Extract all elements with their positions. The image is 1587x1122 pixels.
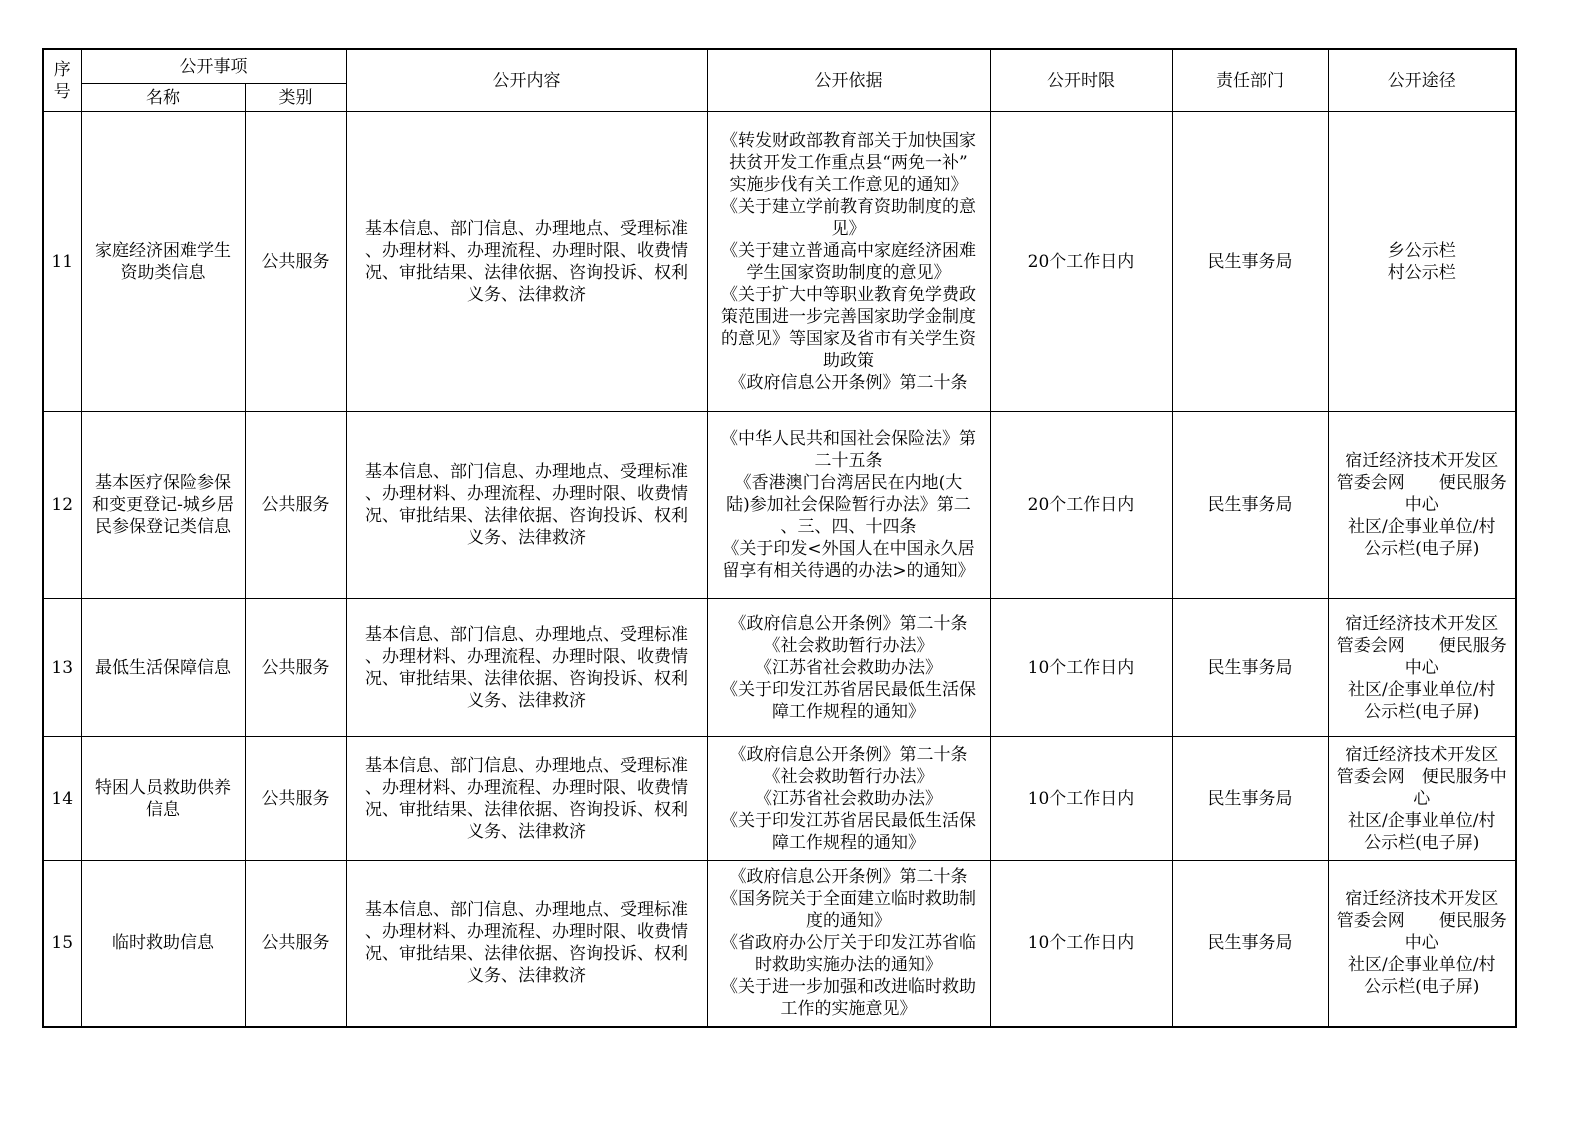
cell-line: 、办理材料、办理流程、办理时限、收费情: [365, 922, 688, 943]
cell-line: 公示栏(电子屏): [1364, 701, 1480, 722]
cell-line: 乡公示栏: [1387, 240, 1456, 261]
cell-line: 度的通知》: [806, 911, 891, 932]
cell-department: 民生事务局: [1172, 599, 1328, 737]
cell-line: 《转发财政部教育部关于加快国家: [721, 130, 976, 151]
cell-basis: [707, 861, 990, 1027]
table-row: [43, 737, 1516, 861]
cell-line: 《中华人民共和国社会保险法》第: [721, 429, 976, 449]
table-row: [43, 861, 1516, 1027]
cell-line: 二十五条: [814, 451, 883, 471]
cell-line: 策范围进一步完善国家助学金制度: [721, 306, 976, 327]
cell-line: 村公示栏: [1387, 262, 1456, 283]
cell-line: 《江苏省社会救助办法》: [755, 657, 942, 678]
table-row: [43, 412, 1516, 599]
cell-line: 管委会网 便民服务: [1336, 635, 1507, 656]
cell-content: [346, 861, 707, 1027]
cell-line: 公示栏(电子屏): [1364, 977, 1480, 998]
cell-department: 民生事务局: [1172, 737, 1328, 861]
header-channel: 公开途径: [1328, 49, 1516, 112]
cell-line: 况、审批结果、法律依据、咨询投诉、权利: [365, 944, 688, 965]
cell-time-limit: 20个工作日内: [990, 112, 1172, 412]
cell-line: 家庭经济困难学生: [95, 240, 231, 261]
cell-line: 义务、法律救济: [467, 528, 586, 548]
header-department: 责任部门: [1172, 49, 1328, 112]
cell-line: 基本信息、部门信息、办理地点、受理标准: [365, 624, 688, 645]
cell-line: 、办理材料、办理流程、办理时限、收费情: [365, 484, 688, 504]
cell-category: 公共服务: [245, 599, 346, 737]
header-time-limit: 公开时限: [990, 49, 1172, 112]
cell-category: 公共服务: [245, 737, 346, 861]
cell-line: 《政府信息公开条例》第二十条: [729, 372, 968, 393]
cell-seq: 15: [43, 861, 81, 1027]
cell-time-limit: 10个工作日内: [990, 861, 1172, 1027]
cell-line: 的意见》等国家及省市有关学生资: [721, 328, 976, 349]
cell-line: 扶贫开发工作重点县“两免一补”: [729, 152, 968, 173]
cell-line: 基本信息、部门信息、办理地点、受理标准: [365, 462, 688, 482]
header-basis: 公开依据: [707, 49, 990, 112]
cell-content: [346, 737, 707, 861]
cell-line: 《关于建立普通高中家庭经济困难: [721, 240, 976, 261]
cell-line: 社区/企事业单位/村: [1348, 517, 1496, 537]
cell-line: 《社会救助暂行办法》: [763, 766, 934, 787]
cell-seq: 13: [43, 599, 81, 737]
cell-time-limit: 20个工作日内: [990, 412, 1172, 599]
cell-line: 最低生活保障信息: [95, 657, 231, 678]
table-row: [43, 112, 1516, 412]
cell-content: [346, 112, 707, 412]
cell-line: 学生国家资助制度的意见》: [746, 262, 951, 283]
cell-basis: [707, 737, 990, 861]
cell-line: 《政府信息公开条例》第二十条: [729, 867, 968, 888]
cell-category: 公共服务: [245, 112, 346, 412]
cell-name: [81, 599, 245, 737]
cell-line: 宿迁经济技术开发区: [1345, 613, 1499, 634]
header-name: 名称: [81, 84, 245, 112]
cell-content: [346, 412, 707, 599]
cell-line: 中心: [1404, 657, 1439, 678]
cell-line: 《江苏省社会救助办法》: [755, 788, 942, 809]
cell-line: 信息: [146, 799, 180, 820]
cell-line: 陆)参加社会保险暂行办法》第二: [726, 495, 971, 515]
cell-line: 见》: [831, 218, 866, 239]
cell-channel: [1328, 599, 1516, 737]
header-seq: [43, 49, 81, 112]
cell-line: 《政府信息公开条例》第二十条: [729, 613, 968, 634]
cell-line: 实施步伐有关工作意见的通知》: [729, 174, 968, 195]
disclosure-table: [42, 48, 1517, 1028]
cell-line: 《关于印发<外国人在中国永久居: [722, 539, 975, 559]
cell-line: 宿迁经济技术开发区: [1345, 889, 1499, 910]
header-category: 类别: [245, 84, 346, 112]
cell-line: 资助类信息: [120, 262, 206, 283]
cell-content: [346, 599, 707, 737]
cell-department: 民生事务局: [1172, 112, 1328, 412]
cell-line: 障工作规程的通知》: [772, 701, 925, 722]
cell-line: 况、审批结果、法律依据、咨询投诉、权利: [365, 506, 688, 526]
table-body: [43, 112, 1516, 1027]
cell-line: 宿迁经济技术开发区: [1345, 451, 1499, 471]
cell-line: 况、审批结果、法律依据、咨询投诉、权利: [365, 262, 688, 283]
cell-line: 义务、法律救济: [467, 821, 586, 842]
cell-name: [81, 112, 245, 412]
cell-line: 管委会网 便民服务: [1336, 911, 1507, 932]
cell-line: 和变更登记-城乡居: [92, 495, 234, 515]
header-content: 公开内容: [346, 49, 707, 112]
cell-line: 社区/企事业单位/村: [1348, 679, 1496, 700]
header-seq-label: 序号: [53, 59, 71, 102]
cell-line: 临时救助信息: [112, 933, 214, 954]
cell-line: 况、审批结果、法律依据、咨询投诉、权利: [365, 668, 688, 689]
cell-basis: [707, 412, 990, 599]
cell-line: 宿迁经济技术开发区: [1345, 744, 1499, 765]
cell-line: 留享有相关待遇的办法>的通知》: [722, 561, 975, 581]
cell-line: 《政府信息公开条例》第二十条: [729, 744, 968, 765]
cell-seq: 11: [43, 112, 81, 412]
cell-line: 《社会救助暂行办法》: [763, 635, 934, 656]
cell-line: 《关于建立学前教育资助制度的意: [721, 196, 976, 217]
cell-line: 障工作规程的通知》: [772, 832, 925, 853]
cell-line: 《关于进一步加强和改进临时救助: [721, 977, 976, 998]
cell-line: 社区/企事业单位/村: [1348, 955, 1496, 976]
cell-line: 《省政府办公厅关于印发江苏省临: [721, 933, 976, 954]
table-row: [43, 599, 1516, 737]
cell-line: 时救助实施办法的通知》: [755, 955, 942, 976]
cell-line: 《关于印发江苏省居民最低生活保: [721, 810, 976, 831]
cell-line: 《香港澳门台湾居民在内地(大: [734, 473, 963, 493]
cell-time-limit: 10个工作日内: [990, 599, 1172, 737]
cell-name: [81, 737, 245, 861]
cell-line: 中心: [1404, 933, 1439, 954]
cell-category: 公共服务: [245, 412, 346, 599]
cell-line: 义务、法律救济: [467, 966, 586, 987]
cell-line: 心: [1413, 788, 1431, 809]
cell-line: 管委会网 便民服务: [1336, 473, 1507, 493]
cell-seq: 14: [43, 737, 81, 861]
cell-line: 基本医疗保险参保: [95, 473, 231, 493]
cell-line: 工作的实施意见》: [780, 999, 917, 1020]
cell-line: 公示栏(电子屏): [1364, 539, 1480, 559]
cell-basis: [707, 112, 990, 412]
cell-line: 、办理材料、办理流程、办理时限、收费情: [365, 240, 688, 261]
header-item-group: 公开事项: [81, 49, 346, 84]
cell-channel: [1328, 737, 1516, 861]
cell-line: 况、审批结果、法律依据、咨询投诉、权利: [365, 799, 688, 820]
cell-department: 民生事务局: [1172, 861, 1328, 1027]
cell-line: 基本信息、部门信息、办理地点、受理标准: [365, 755, 688, 776]
cell-line: 《关于印发江苏省居民最低生活保: [721, 679, 976, 700]
cell-line: 社区/企事业单位/村: [1348, 810, 1496, 831]
cell-basis: [707, 599, 990, 737]
cell-line: 公示栏(电子屏): [1364, 832, 1480, 853]
cell-channel: [1328, 112, 1516, 412]
table-header: [43, 49, 1516, 112]
cell-line: 义务、法律救济: [467, 690, 586, 711]
cell-line: 管委会网 便民服务中: [1336, 766, 1507, 787]
cell-seq: 12: [43, 412, 81, 599]
cell-name: [81, 412, 245, 599]
cell-time-limit: 10个工作日内: [990, 737, 1172, 861]
cell-channel: [1328, 412, 1516, 599]
cell-line: 中心: [1404, 495, 1439, 515]
cell-line: 《关于扩大中等职业教育免学费政: [721, 284, 976, 305]
cell-line: 基本信息、部门信息、办理地点、受理标准: [365, 218, 688, 239]
cell-line: 特困人员救助供养: [95, 777, 231, 798]
cell-category: 公共服务: [245, 861, 346, 1027]
cell-channel: [1328, 861, 1516, 1027]
cell-line: 、办理材料、办理流程、办理时限、收费情: [365, 646, 688, 667]
cell-line: 民参保登记类信息: [95, 517, 231, 537]
cell-line: 、办理材料、办理流程、办理时限、收费情: [365, 777, 688, 798]
cell-line: 《国务院关于全面建立临时救助制: [721, 889, 976, 910]
cell-line: 助政策: [823, 350, 874, 371]
cell-line: 义务、法律救济: [467, 284, 586, 305]
cell-department: 民生事务局: [1172, 412, 1328, 599]
cell-line: 基本信息、部门信息、办理地点、受理标准: [365, 900, 688, 921]
cell-name: [81, 861, 245, 1027]
cell-line: 、三、四、十四条: [780, 517, 917, 537]
